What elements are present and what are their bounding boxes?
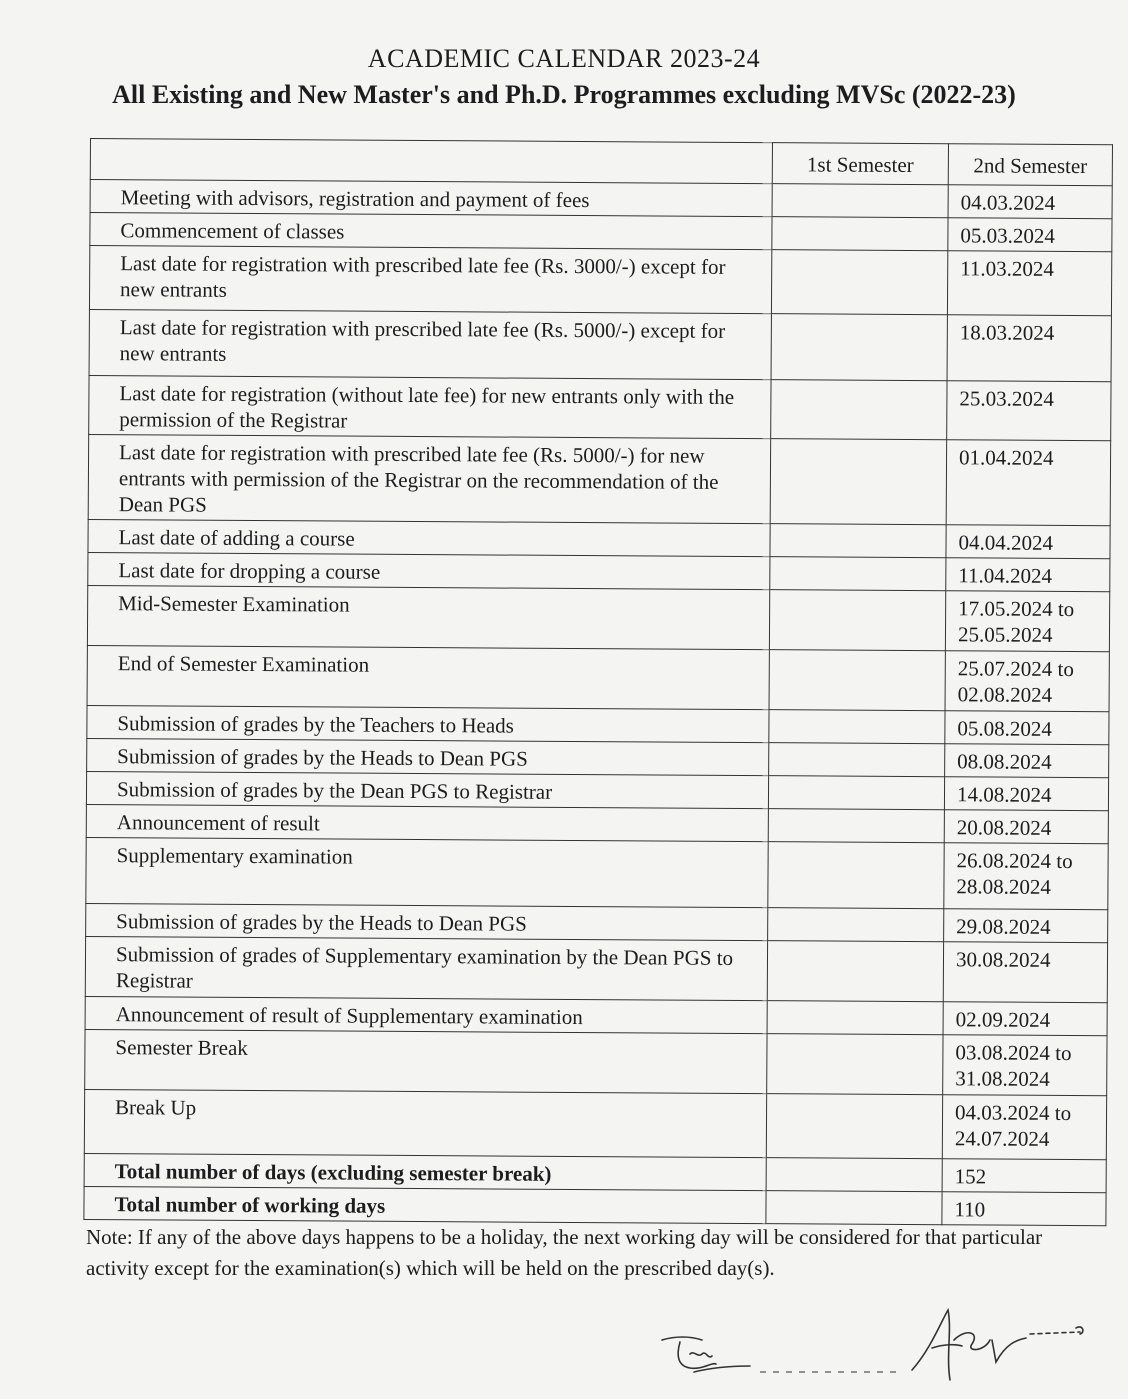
sem2-cell: 25.07.2024 to 02.08.2024: [945, 651, 1109, 712]
activity-cell: Submission of grades by the Teachers to Heads: [87, 705, 769, 742]
activity-cell: Break Up: [84, 1089, 766, 1157]
activity-cell: Last date of adding a course: [88, 519, 770, 556]
activity-cell: Last date for dropping a course: [88, 552, 770, 589]
table-row: [85, 1029, 1107, 1095]
sem2-cell: 152: [942, 1159, 1106, 1193]
signatures: [650, 1300, 1090, 1390]
activity-cell: Meeting with advisors, registration and payment of fees: [90, 180, 772, 217]
sem1-cell: [771, 250, 947, 315]
activity-cell: Commencement of classes: [90, 213, 772, 250]
activity-cell: Total number of working days: [84, 1186, 766, 1223]
sem2-cell: 11.03.2024: [947, 251, 1111, 316]
sem1-cell: [769, 650, 945, 711]
activity-cell: Submission of grades by the Dean PGS to Registrar: [86, 771, 768, 808]
activity-cell: Semester Break: [85, 1029, 767, 1093]
table-row: [88, 434, 1111, 525]
table-row: [85, 936, 1107, 1002]
sem1-cell: [768, 908, 944, 942]
table-row: [87, 645, 1109, 711]
activity-cell: Total number of days (excluding semester break): [84, 1153, 766, 1190]
sem1-cell: [770, 439, 947, 525]
sem2-cell: 17.05.2024 to 25.05.2024: [945, 591, 1109, 652]
table-row: [84, 1186, 1106, 1225]
activity-cell: Supplementary examination: [86, 837, 768, 907]
sem2-cell: 25.03.2024: [947, 381, 1111, 441]
activity-cell: End of Semester Examination: [87, 645, 769, 709]
sem1-cell: [768, 776, 944, 810]
sem1-cell: [769, 743, 945, 777]
activity-cell: Submission of grades of Supplementary examination by the Dean PGS to Registrar: [85, 936, 767, 1000]
sem2-cell: 01.04.2024: [946, 440, 1111, 526]
table-row: [89, 309, 1111, 381]
table-row: [84, 1089, 1106, 1159]
signature-left: [662, 1337, 750, 1372]
sem1-cell: [766, 1191, 942, 1225]
sem1-cell: [771, 380, 947, 440]
sem1-cell: [769, 710, 945, 744]
sem1-cell: [767, 941, 943, 1002]
note-text: If any of the above days happens to be a holiday, the next working day will be considered for that particular activity except for the examination(s) which will be held on the prescribed day(s).: [86, 1225, 1043, 1280]
activity-cell: Announcement of result: [86, 804, 768, 841]
activity-cell: Submission of grades by the Heads to Dean PGS: [87, 738, 769, 775]
sem1-cell: [767, 1001, 943, 1035]
sem1-cell: [772, 217, 948, 251]
sem1-cell: [768, 809, 944, 843]
sem2-cell: 14.08.2024: [944, 777, 1108, 811]
page-title: ACADEMIC CALENDAR 2023-24: [367, 44, 761, 73]
footnote: [86, 1222, 1096, 1284]
sem2-cell: 04.04.2024: [946, 525, 1110, 559]
sem1-cell: [771, 314, 947, 381]
activity-cell: Last date for registration with prescribed late fee (Rs. 5000/-) except for new entrants: [89, 309, 771, 379]
sem2-cell: 26.08.2024 to 28.08.2024: [944, 843, 1108, 910]
activity-cell: Last date for registration (without late fee) for new entrants only with the permission of the Registrar: [89, 375, 771, 438]
sem2-cell: 05.03.2024: [948, 218, 1112, 252]
activity-cell: Announcement of result of Supplementary examination: [85, 996, 767, 1033]
signature-right: [912, 1310, 1083, 1380]
sem2-cell: 02.09.2024: [943, 1002, 1107, 1036]
table-row: [86, 837, 1108, 909]
page-subtitle: All Existing and New Master's and Ph.D. Programmes excluding MVSc (2022-23): [112, 80, 1016, 109]
sem2-cell: 11.04.2024: [946, 558, 1110, 592]
header-sem2: 2nd Semester: [948, 144, 1112, 186]
sem2-cell: 08.08.2024: [945, 744, 1109, 778]
table-header-row: [90, 139, 1112, 186]
note-label: Note:: [86, 1225, 133, 1249]
sem1-cell: [766, 1158, 942, 1192]
sem2-cell: 04.03.2024 to 24.07.2024: [942, 1095, 1106, 1160]
sem1-cell: [767, 1034, 943, 1095]
table-row: [87, 585, 1109, 651]
sem1-cell: [766, 1094, 942, 1159]
sem2-cell: 03.08.2024 to 31.08.2024: [943, 1035, 1107, 1096]
sem2-cell: 04.03.2024: [948, 185, 1112, 219]
sem2-cell: 18.03.2024: [947, 315, 1111, 382]
sem2-cell: 05.08.2024: [945, 711, 1109, 745]
sem2-cell: 30.08.2024: [943, 942, 1107, 1003]
sem2-cell: 29.08.2024: [944, 909, 1108, 943]
table-row: [89, 375, 1111, 440]
sem1-cell: [770, 557, 946, 591]
sem2-cell: 20.08.2024: [944, 810, 1108, 844]
activity-cell: Last date for registration with prescribed late fee (Rs. 3000/-) except for new entrants: [89, 246, 771, 314]
sem1-cell: [769, 590, 945, 651]
sem1-cell: [770, 524, 946, 558]
sem2-cell: 110: [942, 1192, 1106, 1226]
activity-cell: Submission of grades by the Heads to Dean PGS: [86, 903, 768, 940]
table-row: [89, 246, 1111, 316]
header-activity: [90, 139, 772, 184]
activity-cell: Last date for registration with prescribed late fee (Rs. 5000/-) for new entrants with permission of the Registrar on the recommendation of the Dean PGS: [88, 434, 771, 523]
calendar-table: [83, 138, 1113, 1226]
sem1-cell: [768, 842, 944, 909]
activity-cell: Mid-Semester Examination: [87, 585, 769, 649]
header-sem1: 1st Semester: [772, 143, 948, 185]
sem1-cell: [772, 184, 948, 218]
